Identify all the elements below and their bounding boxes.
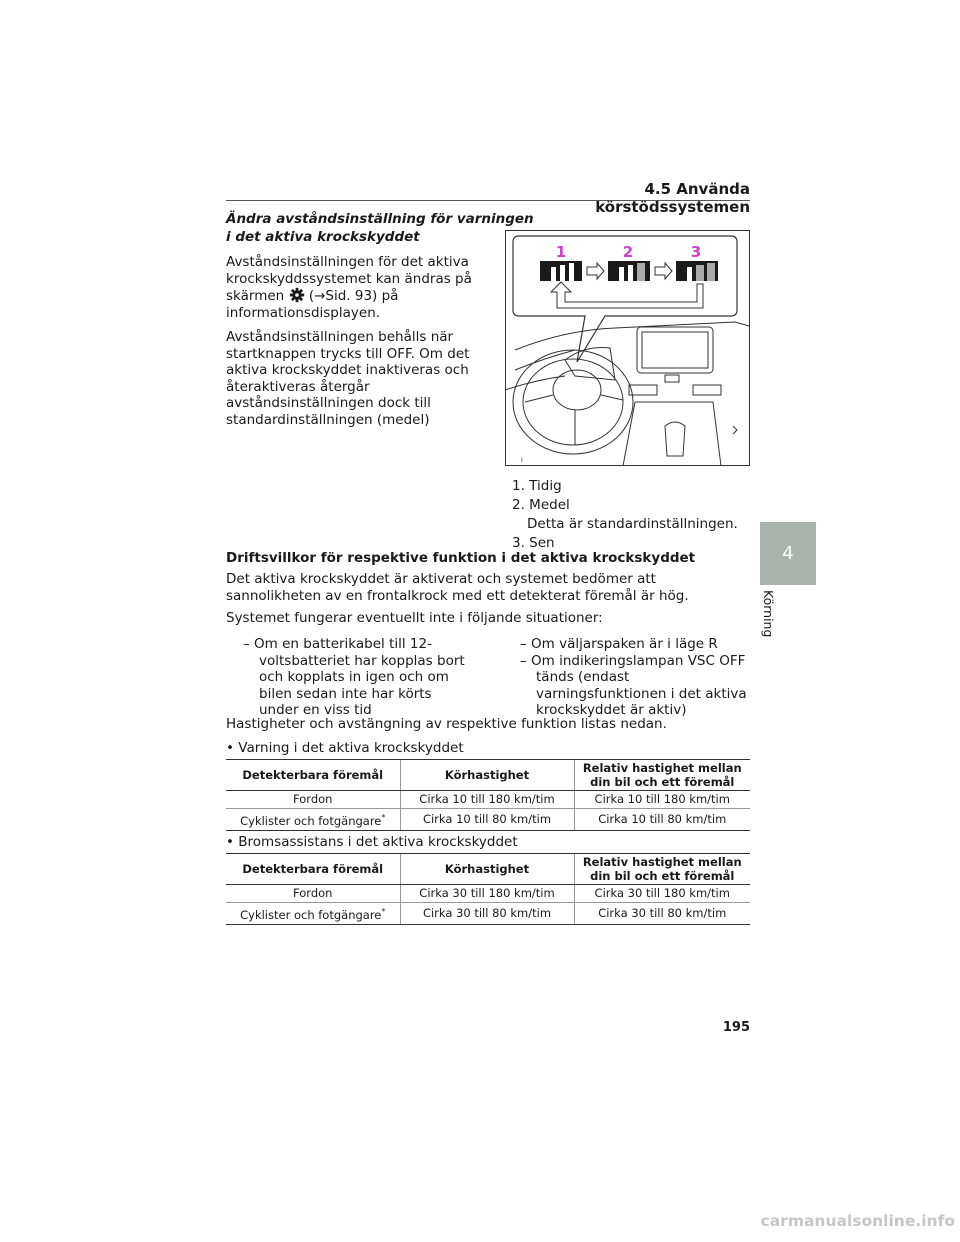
table-row <box>226 809 750 831</box>
table-cell: Cirka 30 till 180 km/tim <box>400 885 574 903</box>
figure-legend <box>512 477 752 553</box>
conditions-section <box>226 550 750 627</box>
distance-bars-medium-icon <box>608 261 650 281</box>
table-cell: Cirka 10 till 180 km/tim <box>574 791 750 809</box>
column-header: Relativ hastighet mellan din bil och ett föremål <box>574 760 750 791</box>
brake-table-caption: • Bromsassistans i det aktiva krockskyddet <box>226 834 518 850</box>
distance-bars-late-icon <box>676 261 718 281</box>
exception-item-reverse: – Om väljarspaken är i läge R <box>520 636 718 652</box>
warning-speed-table <box>226 759 750 831</box>
conditions-heading: Driftsvillkor för respektive funktion i det aktiva krockskyddet <box>226 550 696 566</box>
distance-para-2: Avståndsinställningen behålls när startknappen trycks till OFF. Om det aktiva krockskyddet inaktiveras och återaktiveras återgår avståndsinställningen dock till standardinställningen (medel) <box>226 329 470 428</box>
table-row <box>226 885 750 903</box>
conditions-para-1: Det aktiva krockskyddet är aktiverat och systemet bedömer att sannolikheten av en frontalkrock med ett detekterat föremål är hög. <box>226 571 689 604</box>
brake-assist-speed-table <box>226 853 750 925</box>
page-number: 195 <box>722 1020 750 1035</box>
exception-item-battery: – Om en batterikabel till 12-voltsbatteriet har kopplas bort och kopplats in igen och om bilen sedan inte har körts under en viss tid <box>243 636 465 718</box>
footnote-asterisk: * <box>381 907 386 916</box>
column-header: Körhastighet <box>400 760 574 791</box>
table-cell: Cyklister och fotgängare* <box>226 903 400 925</box>
legend-item-2-note: Detta är standardinställningen. <box>527 516 738 532</box>
legend-item-3: 3. Sen <box>512 535 555 551</box>
legend-item-1: 1. Tidig <box>512 478 562 494</box>
conditions-para-2: Systemet fungerar eventuellt inte i följande situationer: <box>226 610 603 626</box>
distance-bars-early-icon <box>540 261 582 281</box>
watermark: carmanualsonline.info <box>760 1212 955 1230</box>
table-header-row <box>226 760 750 791</box>
column-header: Detekterbara föremål <box>226 760 400 791</box>
brake-table-wrapper <box>226 853 750 925</box>
column-header: Relativ hastighet mellan din bil och ett föremål <box>574 854 750 885</box>
legend-item-2: 2. Medel <box>512 497 570 513</box>
table-cell: Cyklister och fotgängare* <box>226 809 400 831</box>
table-cell: Cirka 30 till 80 km/tim <box>574 903 750 925</box>
warning-table-wrapper <box>226 759 750 831</box>
figure-label-1: 1 <box>555 243 567 261</box>
table-cell: Cirka 10 till 80 km/tim <box>400 809 574 831</box>
table-cell: Cirka 30 till 80 km/tim <box>400 903 574 925</box>
exception-item-vsc-off: – Om indikeringslampan VSC OFF tänds (endast varningsfunktionen i det aktiva krockskyddet är aktiv) <box>520 652 747 718</box>
distance-heading-2: i det aktiva krockskyddet <box>226 229 420 245</box>
chapter-tab[interactable]: 4 <box>760 522 816 585</box>
figure-ref-code: I <box>521 457 523 464</box>
chapter-tab-label: Körning <box>761 590 776 638</box>
table-row <box>226 791 750 809</box>
table-cell: Fordon <box>226 885 400 903</box>
exception-list-right <box>520 636 750 719</box>
gear-icon <box>289 287 305 303</box>
column-header: Detekterbara föremål <box>226 854 400 885</box>
figure-label-2: 2 <box>622 243 634 261</box>
table-cell: Cirka 10 till 180 km/tim <box>400 791 574 809</box>
distance-para-1: Avståndsinställningen för det aktiva krockskyddssystemet kan ändras på skärmen (→Sid. 93) på informationsdisplayen. <box>226 254 472 321</box>
table-cell: Cirka 10 till 80 km/tim <box>574 809 750 831</box>
header-rule <box>226 200 750 201</box>
distance-section <box>226 210 534 428</box>
figure-label-3: 3 <box>690 243 702 261</box>
exception-list-left <box>243 636 465 719</box>
table-row <box>226 903 750 925</box>
warning-table-caption: • Varning i det aktiva krockskyddet <box>226 740 464 756</box>
table-cell: Fordon <box>226 791 400 809</box>
dashboard-illustration <box>505 230 750 466</box>
chapter-tab-label-wrap <box>752 590 782 680</box>
conditions-para-3: Hastigheter och avstängning av respektive funktion listas nedan. <box>226 716 667 732</box>
distance-setting-figure <box>505 230 750 466</box>
footnote-asterisk: * <box>381 813 386 822</box>
distance-heading-1: Ändra avståndsinställning för varningen <box>226 211 534 227</box>
chapter-title: 4.5 Använda körstödssystemen <box>595 180 750 216</box>
table-header-row <box>226 854 750 885</box>
table-cell: Cirka 30 till 180 km/tim <box>574 885 750 903</box>
column-header: Körhastighet <box>400 854 574 885</box>
